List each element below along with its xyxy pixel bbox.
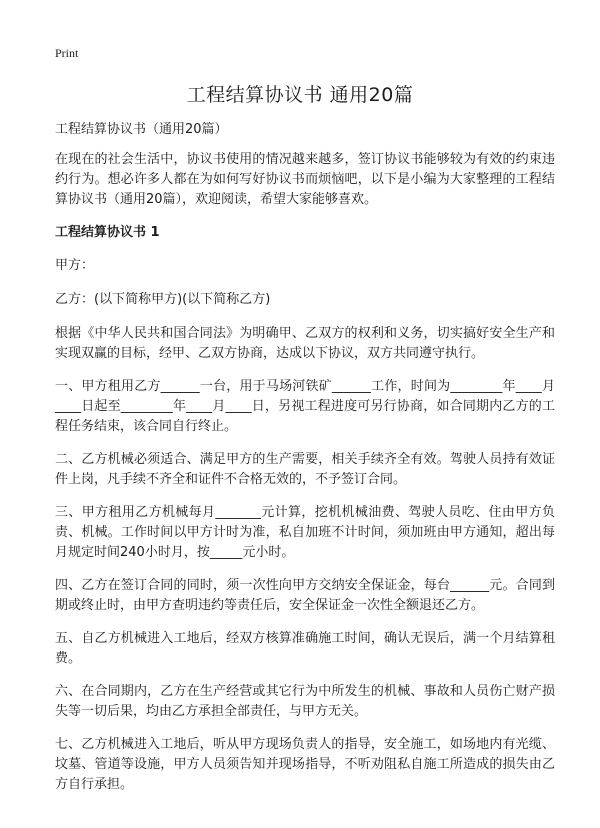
document-title: 工程结算协议书 通用20篇 xyxy=(186,84,414,106)
clause-paragraph: 二、乙方机械必须适合、满足甲方的生产需要，相关手续齐全有效。驾驶人员持有效证件上岗，凡手续不齐全和证件不合格无效的，不予签订合同。 xyxy=(55,452,555,487)
clause-paragraph: 根据《中华人民共和国合同法》为明确甲、乙双方的权利和义务，切实搞好安全生产和实现双赢的目标，经甲、乙双方协商，达成以下协议，双方共同遵守执行。 xyxy=(55,326,555,361)
document-subtitle: 工程结算协议书（通用20篇） xyxy=(55,122,228,137)
clause-paragraph: 一、甲方租用乙方______一台，用于马场河铁矿______工作，时间为________年____月____日起至________年____月____日，另视工程进度可另行协商，如合同期内乙方的工程任务结束，该合同自行终止。 xyxy=(55,379,555,434)
intro-paragraph: 在现在的社会生活中，协议书使用的情况越来越多，签订协议书能够较为有效的约束违约行为。想必许多人都在为如何写好协议书而烦恼吧，以下是小编为大家整理的工程结算协议书（通用20篇），欢迎阅读，希望大家能够喜欢。 xyxy=(55,152,555,207)
party-a-line: 甲方： xyxy=(55,258,95,273)
clause-paragraph: 四、乙方在签订合同的同时，须一次性向甲方交纳安全保证金，每台______元。合同到期或终止时，由甲方查明违约等责任后，安全保证金一次性全额退还乙方。 xyxy=(55,578,555,613)
document-body xyxy=(55,120,555,808)
clause-paragraph: 七、乙方机械进入工地后，听从甲方现场负责人的指导，安全施工，如场地内有光缆、坟墓、管道等设施，甲方人员须告知并现场指导，不听劝阻私自施工所造成的损失由乙方自行承担。 xyxy=(55,737,555,792)
clause-paragraph: 三、甲方租用乙方机械每月_______元计算，挖机机械油费、驾驶人员吃、住由甲方负责、机械。工作时间以甲方计时为准，私自加班不计时间，须加班由甲方通知，超出每月规定时间240小时月，按_____元小时。 xyxy=(55,505,555,560)
section-heading: 工程结算协议书 1 xyxy=(55,225,160,240)
clause-paragraph: 六、在合同期内，乙方在生产经营或其它行为中所发生的机械、事故和人员伤亡财产损失等一切后果，均由乙方承担全部责任，与甲方无关。 xyxy=(55,684,555,719)
clause-paragraph: 五、自乙方机械进入工地后，经双方核算准确施工时间，确认无误后，满一个月结算租费。 xyxy=(55,631,555,666)
print-link[interactable]: Print xyxy=(55,46,79,60)
party-b-line: 乙方：(以下简称甲方)(以下简称乙方) xyxy=(55,292,271,307)
